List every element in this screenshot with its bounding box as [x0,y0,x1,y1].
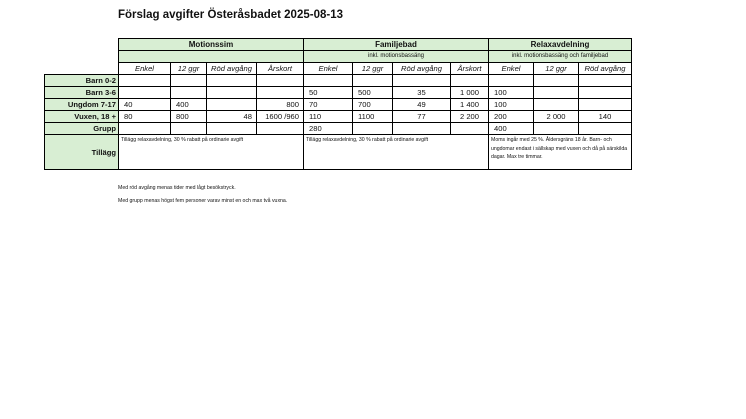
table-cell [207,123,257,135]
table-cell: 800 [171,111,207,123]
table-cell: 48 [207,111,257,123]
table-cell [119,75,171,87]
group-header-row [45,39,632,51]
group-header: Motionssim [119,39,304,51]
column-header: Årskort [257,63,304,75]
column-header: Röd avgång [579,63,632,75]
table-cell: 400 [171,99,207,111]
table-cell [451,75,489,87]
table-cell: 80 [119,111,171,123]
table-row [45,111,632,123]
column-header-row [45,63,632,75]
table-cell: 500 [353,87,393,99]
table-cell: 1 400 [451,99,489,111]
table-cell: 50 [304,87,353,99]
table-cell [579,87,632,99]
group-subtitle-row [45,51,632,63]
table-row [45,87,632,99]
table-cell: 700 [353,99,393,111]
table-cell [257,87,304,99]
row-label: Barn 0-2 [45,75,119,87]
table-cell [579,99,632,111]
table-cell: 2 200 [451,111,489,123]
table-cell [579,75,632,87]
table-cell [534,123,579,135]
table-cell: 2 000 [534,111,579,123]
column-header: Enkel [119,63,171,75]
table-cell [451,123,489,135]
table-cell: 1 000 [451,87,489,99]
column-header: Enkel [304,63,353,75]
table-cell: 280 [304,123,353,135]
table-cell: 140 [579,111,632,123]
table-cell: 49 [393,99,451,111]
table-row [45,99,632,111]
column-header: 12 ggr [353,63,393,75]
table-cell: 1600 /960 [257,111,304,123]
group-subtitle: inkl. motionsbassäng och familjebad [489,51,632,63]
column-header: 12 ggr [171,63,207,75]
footnote: Med röd avgång menas tider med lågt besökstryck. [118,185,236,191]
table-cell: 1100 [353,111,393,123]
tillagg-note: Moms ingår med 25 %. Åldersgräns 18 år. Barn- och ungdomar endast i sällskap med vuxen och då på särskilda dagar. Max tre timmar. [489,135,632,170]
table-row [45,75,632,87]
row-label: Barn 3-6 [45,87,119,99]
page-title: Förslag avgifter Österåsbadet 2025-08-13 [118,9,343,21]
column-header: Röd avgång [207,63,257,75]
column-header: Röd avgång [393,63,451,75]
table-cell [257,123,304,135]
table-cell [393,75,451,87]
table-cell [171,75,207,87]
table-cell [257,75,304,87]
group-header: Relaxavdelning [489,39,632,51]
footnote: Med grupp menas högst fem personer varav minst en och max två vuxna. [118,198,288,204]
table-cell: 40 [119,99,171,111]
table-cell [534,87,579,99]
tillagg-row [45,135,632,170]
row-label: Grupp [45,123,119,135]
table-cell [353,123,393,135]
table-cell: 400 [489,123,534,135]
table-cell: 200 [489,111,534,123]
group-header: Familjebad [304,39,489,51]
table-cell: 100 [489,87,534,99]
column-header: 12 ggr [534,63,579,75]
table-cell [119,123,171,135]
group-subtitle: inkl. motionsbassäng [304,51,489,63]
table-row [45,123,632,135]
table-cell [171,87,207,99]
table-cell [353,75,393,87]
table-cell: 35 [393,87,451,99]
group-subtitle [119,51,304,63]
table-cell: 110 [304,111,353,123]
table-cell: 77 [393,111,451,123]
table-cell: 800 [257,99,304,111]
tillagg-note: Tillägg relaxavdelning, 30 % rabatt på ordinarie avgift [304,135,489,170]
row-label: Vuxen, 18 + [45,111,119,123]
row-label: Tillägg [45,135,119,170]
row-label: Ungdom 7-17 [45,99,119,111]
tillagg-note: Tillägg relaxavdelning, 30 % rabatt på ordinarie avgift [119,135,304,170]
table-cell [489,75,534,87]
table-cell [534,75,579,87]
column-header: Årskort [451,63,489,75]
table-cell: 70 [304,99,353,111]
table-cell [393,123,451,135]
table-cell [534,99,579,111]
table-cell [304,75,353,87]
table-cell [171,123,207,135]
table-cell [207,87,257,99]
table-cell [579,123,632,135]
table-cell [207,75,257,87]
table-cell [207,99,257,111]
column-header: Enkel [489,63,534,75]
table-cell [119,87,171,99]
fee-table [44,38,632,170]
table-cell: 100 [489,99,534,111]
